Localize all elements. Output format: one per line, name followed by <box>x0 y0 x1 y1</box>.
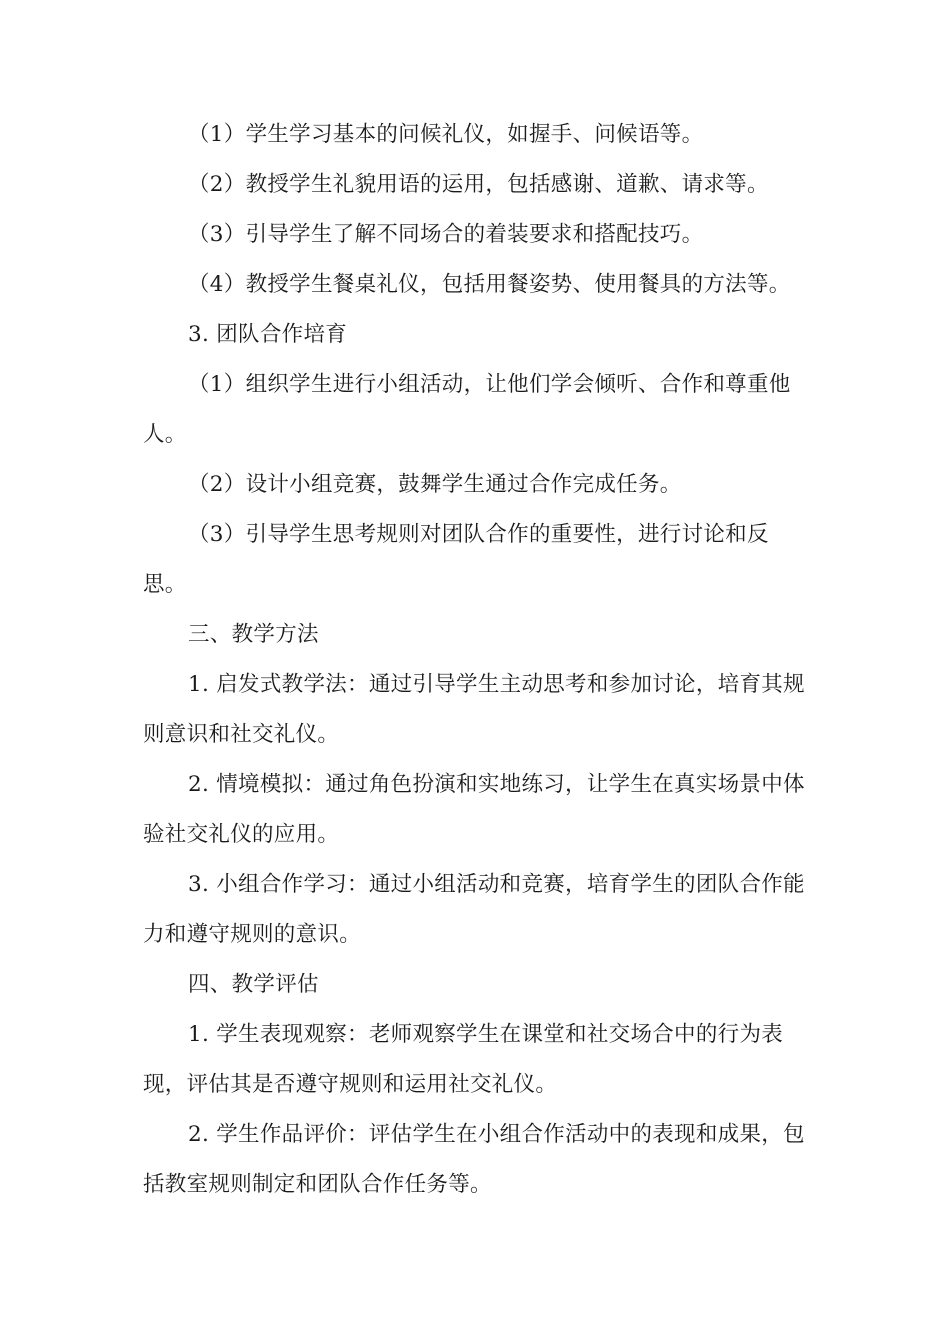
list-item-group-activities: （1）组织学生进行小组活动，让他们学会倾听、合作和尊重他人。 <box>143 372 791 447</box>
list-item-greeting-etiquette: （1）学生学习基本的问候礼仪，如握手、问候语等。 <box>188 122 704 147</box>
section-heading-teaching-assessment: 四、教学评估 <box>188 972 319 997</box>
list-item-table-manners: （4）教授学生餐桌礼仪，包括用餐姿势、使用餐具的方法等。 <box>188 272 791 297</box>
list-item-group-learning: 3. 小组合作学习：通过小组活动和竞赛，培育学生的团队合作能力和遵守规则的意识。 <box>143 872 805 947</box>
subheading-teamwork: 3. 团队合作培育 <box>188 322 348 347</box>
list-item-group-competition: （2）设计小组竞赛，鼓舞学生通过合作完成任务。 <box>188 472 682 497</box>
list-item-work-evaluation: 2. 学生作品评价：评估学生在小组合作活动中的表现和成果，包括教室规则制定和团队合作任务等。 <box>143 1122 805 1197</box>
document-body <box>143 110 808 1210</box>
list-item-polite-language: （2）教授学生礼貌用语的运用，包括感谢、道歉、请求等。 <box>188 172 769 197</box>
list-item-dress-code: （3）引导学生了解不同场合的着装要求和搭配技巧。 <box>188 222 704 247</box>
list-item-rule-reflection: （3）引导学生思考规则对团队合作的重要性，进行讨论和反思。 <box>143 522 769 597</box>
section-heading-teaching-methods: 三、教学方法 <box>188 622 319 647</box>
list-item-situational-simulation: 2. 情境模拟：通过角色扮演和实地练习，让学生在真实场景中体验社交礼仪的应用。 <box>143 772 805 847</box>
list-item-performance-observation: 1. 学生表现观察：老师观察学生在课堂和社交场合中的行为表现，评估其是否遵守规则和运用社交礼仪。 <box>143 1022 784 1097</box>
list-item-heuristic-method: 1. 启发式教学法：通过引导学生主动思考和参加讨论，培育其规则意识和社交礼仪。 <box>143 672 805 747</box>
